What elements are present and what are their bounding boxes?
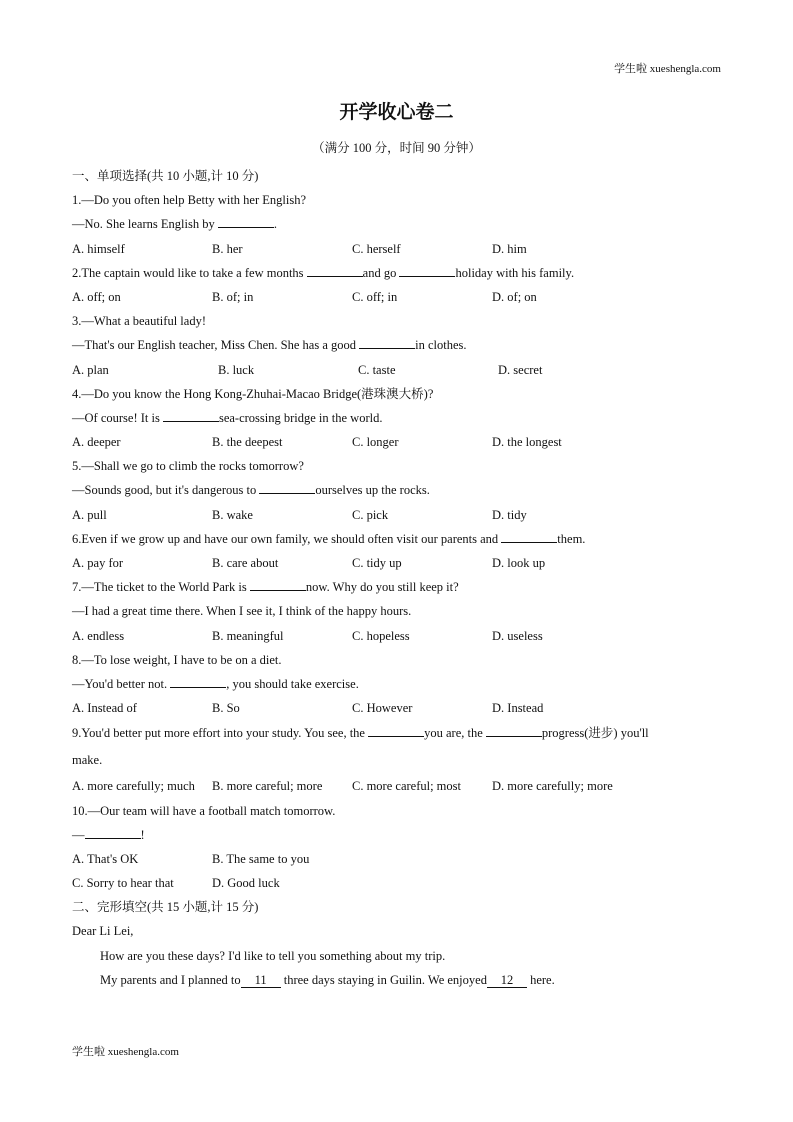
question-stem: [72, 575, 732, 599]
question-stem: 3.—What a beautiful lady!: [72, 314, 206, 329]
question-line: [72, 823, 732, 847]
text: My parents and I planned to: [100, 972, 241, 987]
text: , you should take exercise.: [226, 676, 359, 691]
page-title: 开学收心卷二: [339, 101, 454, 123]
text: —No. She learns English by: [72, 217, 218, 232]
option-b: B. wake: [212, 507, 253, 522]
text: —That's our English teacher, Miss Chen. She has a good: [72, 338, 360, 353]
option-c: C. more careful; most: [352, 779, 461, 794]
answer-blank: [163, 409, 219, 422]
option-c: C. tidy up: [352, 556, 402, 570]
cloze-blank-12: 12: [487, 973, 527, 988]
option-d: D. look up: [492, 556, 546, 570]
options-row: [72, 285, 732, 309]
options-row: [72, 696, 732, 720]
options-row: [72, 624, 732, 648]
option-c: C. pick: [352, 507, 389, 522]
option-d: D. Good luck: [212, 876, 280, 891]
text: —Of course! It is: [72, 410, 163, 425]
exam-content: [72, 164, 732, 992]
question-line: [72, 406, 732, 430]
question-line: make.: [72, 753, 103, 768]
text: sea-crossing bridge in the world.: [218, 410, 383, 425]
options-row: [72, 430, 732, 454]
option-a: A. endless: [72, 628, 125, 643]
section-heading: 二、完形填空(共 15 小题,计 15 分): [72, 900, 259, 915]
text: 6.Even if we grow up and have our own family, we should often visit our parents and: [72, 531, 502, 546]
answer-blank: [259, 481, 315, 494]
answer-blank: [218, 215, 274, 228]
option-a: A. pull: [72, 507, 107, 522]
question-stem: 8.—To lose weight, I have to be on a diet.: [72, 652, 282, 667]
cloze-blank-11: 11: [241, 973, 281, 988]
text: ourselves up the rocks.: [315, 483, 430, 498]
question-line: [72, 212, 732, 236]
option-b: B. meaningful: [212, 628, 284, 643]
options-row: [72, 503, 732, 527]
text: .: [273, 217, 277, 232]
question-stem: [72, 527, 732, 551]
option-d: D. the longest: [492, 435, 562, 450]
letter-paragraph: How are you these days? I'd like to tell you something about my trip.: [100, 948, 446, 963]
answer-blank: [359, 336, 415, 349]
option-c: C. hopeless: [352, 628, 410, 643]
question-line: [72, 333, 732, 357]
text: 7.—The ticket to the World Park is: [72, 580, 250, 595]
text: them.: [557, 531, 586, 546]
option-a: A. plan: [72, 362, 109, 377]
page-subtitle: （满分 100 分，时间 90 分钟）: [312, 141, 481, 155]
option-c: C. However: [352, 701, 413, 716]
text: —Sounds good, but it's dangerous to: [72, 483, 260, 498]
question-stem: 5.—Shall we go to climb the rocks tomorrow?: [72, 459, 304, 474]
option-d: D. him: [492, 241, 527, 256]
answer-blank: [85, 826, 141, 839]
option-d: D. useless: [492, 628, 543, 643]
section-heading: 一、单项选择(共 10 小题,计 10 分): [72, 169, 259, 183]
option-a: A. more carefully; much: [72, 779, 195, 794]
option-a: A. himself: [72, 241, 125, 256]
option-d: D. secret: [498, 362, 543, 377]
answer-blank: [501, 530, 557, 543]
letter-greeting: Dear Li Lei,: [72, 924, 134, 939]
option-b: B. her: [212, 241, 243, 256]
options-row: [72, 774, 732, 798]
answer-blank: [170, 675, 226, 688]
option-d: D. tidy: [492, 507, 527, 522]
text: here.: [526, 972, 555, 987]
option-b: B. care about: [212, 556, 279, 570]
option-b: B. So: [212, 701, 240, 716]
question-stem: [72, 261, 732, 285]
option-a: A. off; on: [72, 289, 121, 304]
option-b: B. The same to you: [212, 851, 310, 866]
option-c: C. off; in: [352, 289, 398, 304]
answer-blank: [368, 724, 424, 737]
text: !: [140, 827, 145, 842]
question-stem: 1.—Do you often help Betty with her English?: [72, 193, 306, 208]
option-b: B. of; in: [212, 289, 254, 304]
option-b: B. luck: [218, 362, 255, 377]
options-row: [72, 551, 732, 575]
answer-blank: [399, 264, 455, 277]
text: you are, the: [424, 726, 486, 741]
option-b: B. the deepest: [212, 435, 283, 450]
text: 9.You'd better put more effort into your study. You see, the: [72, 726, 369, 741]
question-stem: 4.—Do you know the Hong Kong-Zhuhai-Macao Bridge(港珠澳大桥)?: [72, 386, 434, 401]
question-line: [72, 672, 732, 696]
header-brand: 学生啦 xueshengla.com: [614, 63, 721, 75]
text: now. Why do you still keep it?: [305, 580, 459, 595]
option-c: C. taste: [358, 362, 396, 377]
question-stem: [72, 720, 732, 747]
question-line: [72, 478, 732, 502]
letter-paragraph: [72, 968, 732, 992]
option-a: A. deeper: [72, 435, 121, 450]
answer-blank: [250, 578, 306, 591]
options-row: [72, 358, 732, 382]
options-row: [72, 237, 732, 261]
text: in clothes.: [415, 338, 467, 353]
option-b: B. more careful; more: [212, 779, 323, 794]
option-c: C. herself: [352, 241, 401, 256]
question-line: —I had a great time there. When I see it, I think of the happy hours.: [72, 604, 412, 619]
text: —: [72, 827, 85, 842]
option-a: A. That's OK: [72, 851, 139, 866]
option-d: D. of; on: [492, 289, 537, 304]
text: 2.The captain would like to take a few months: [72, 265, 307, 280]
options-row: [72, 871, 732, 895]
text: and go: [362, 265, 400, 280]
answer-blank: [486, 724, 542, 737]
text: three days staying in Guilin. We enjoyed: [280, 972, 487, 987]
text: progress(进步) you'll: [541, 726, 649, 741]
answer-blank: [307, 264, 363, 277]
option-d: D. more carefully; more: [492, 779, 613, 794]
question-stem: 10.—Our team will have a football match tomorrow.: [72, 803, 336, 818]
option-d: D. Instead: [492, 701, 544, 716]
footer-brand: 学生啦 xueshengla.com: [72, 1046, 179, 1058]
option-c: C. longer: [352, 435, 399, 450]
option-a: A. Instead of: [72, 701, 137, 716]
option-a: A. pay for: [72, 556, 124, 570]
text: holiday with his family.: [455, 265, 575, 280]
options-row: [72, 847, 732, 871]
text: —You'd better not.: [72, 676, 171, 691]
option-c: C. Sorry to hear that: [72, 876, 174, 891]
